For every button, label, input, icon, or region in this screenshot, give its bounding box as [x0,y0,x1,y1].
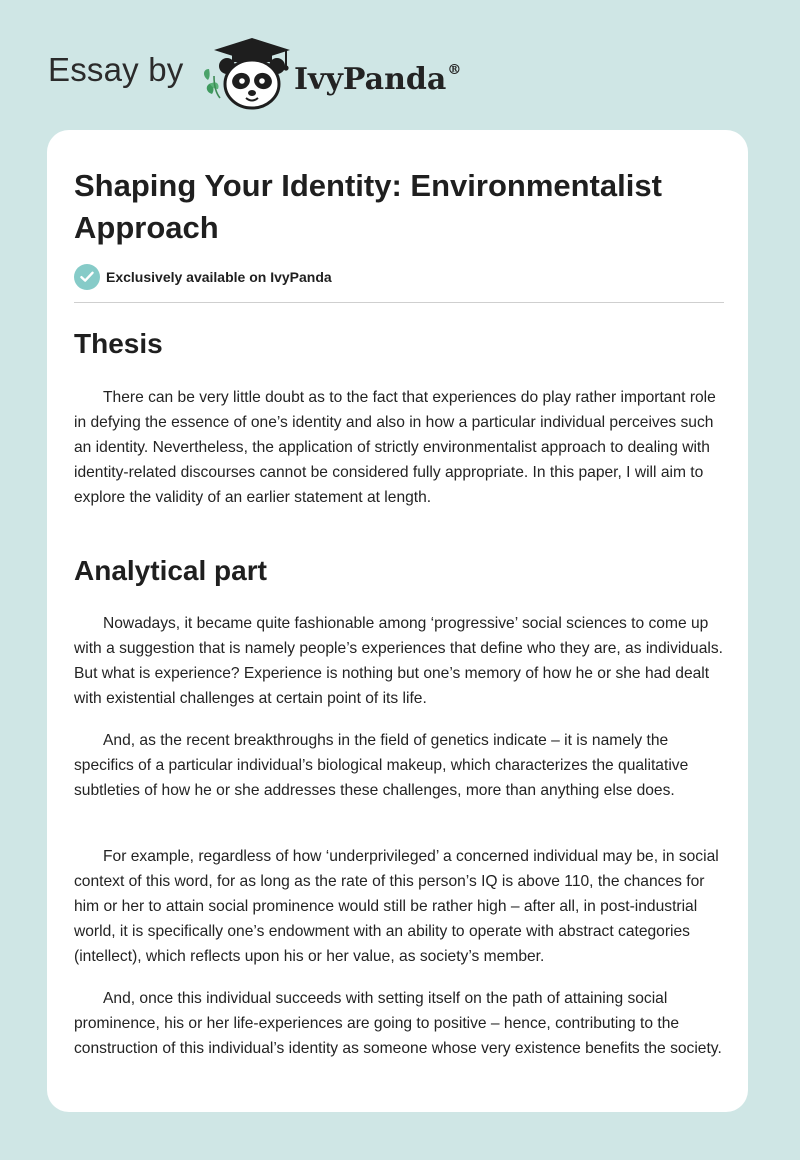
exclusive-badge [74,263,332,291]
paragraph: For example, regardless of how ‘underprivileged’ a concerned individual may be, in social context of this word, for as long as the rate of this person’s IQ is above 110, the chances for him or her to attain social prominence would still be rather high – after all, in post-industrial world, it is specifically one’s endowment with an ability to operate with abstract categories (intellect), which reflects upon his or her value, as society’s member. [74,848,719,965]
paragraph: There can be very little doubt as to the fact that experiences do play rather important role in defying the essence of one’s identity and also in how a particular individual perceives such an identity. Nevertheless, the application of strictly environmentalist approach to dealing with identity-related discourses cannot be considered fully appropriate. In this paper, I will aim to explore the validity of an earlier statement at length. [74,389,716,506]
brand-prefix: Essay by [48,51,184,88]
essay-card [47,130,748,1112]
check-circle-icon [74,264,100,290]
section-heading-analytical-part: Analytical part [74,555,267,586]
site-header [0,0,800,130]
panda-graduate-icon[interactable] [200,36,292,112]
essay-title: Shaping Your Identity: Environmentalist Approach [74,168,662,245]
paragraph: And, once this individual succeeds with setting itself on the path of attaining social prominence, his or her life-experiences are going to positive – hence, contributing to the construction of this individual’s identity as someone whose very existence benefits the society. [74,990,722,1057]
paragraph: And, as the recent breakthroughs in the field of genetics indicate – it is namely the specifics of a particular individual’s biological makeup, which characterizes the qualitative subtleties of how he or she addresses these challenges, more than anything else does. [74,732,689,799]
brand-name[interactable]: IvyPanda® [294,62,462,97]
title-divider [74,302,724,303]
exclusive-badge-text: Exclusively available on IvyPanda [106,269,332,285]
paragraph: Nowadays, it became quite fashionable among ‘progressive’ social sciences to come up with a suggestion that is namely people’s experiences that define who they are, as individuals. But what is experience? Experience is nothing but one’s memory of how he or she had dealt with existential challenges at certain point of its life. [74,615,723,707]
section-heading-thesis: Thesis [74,328,163,359]
